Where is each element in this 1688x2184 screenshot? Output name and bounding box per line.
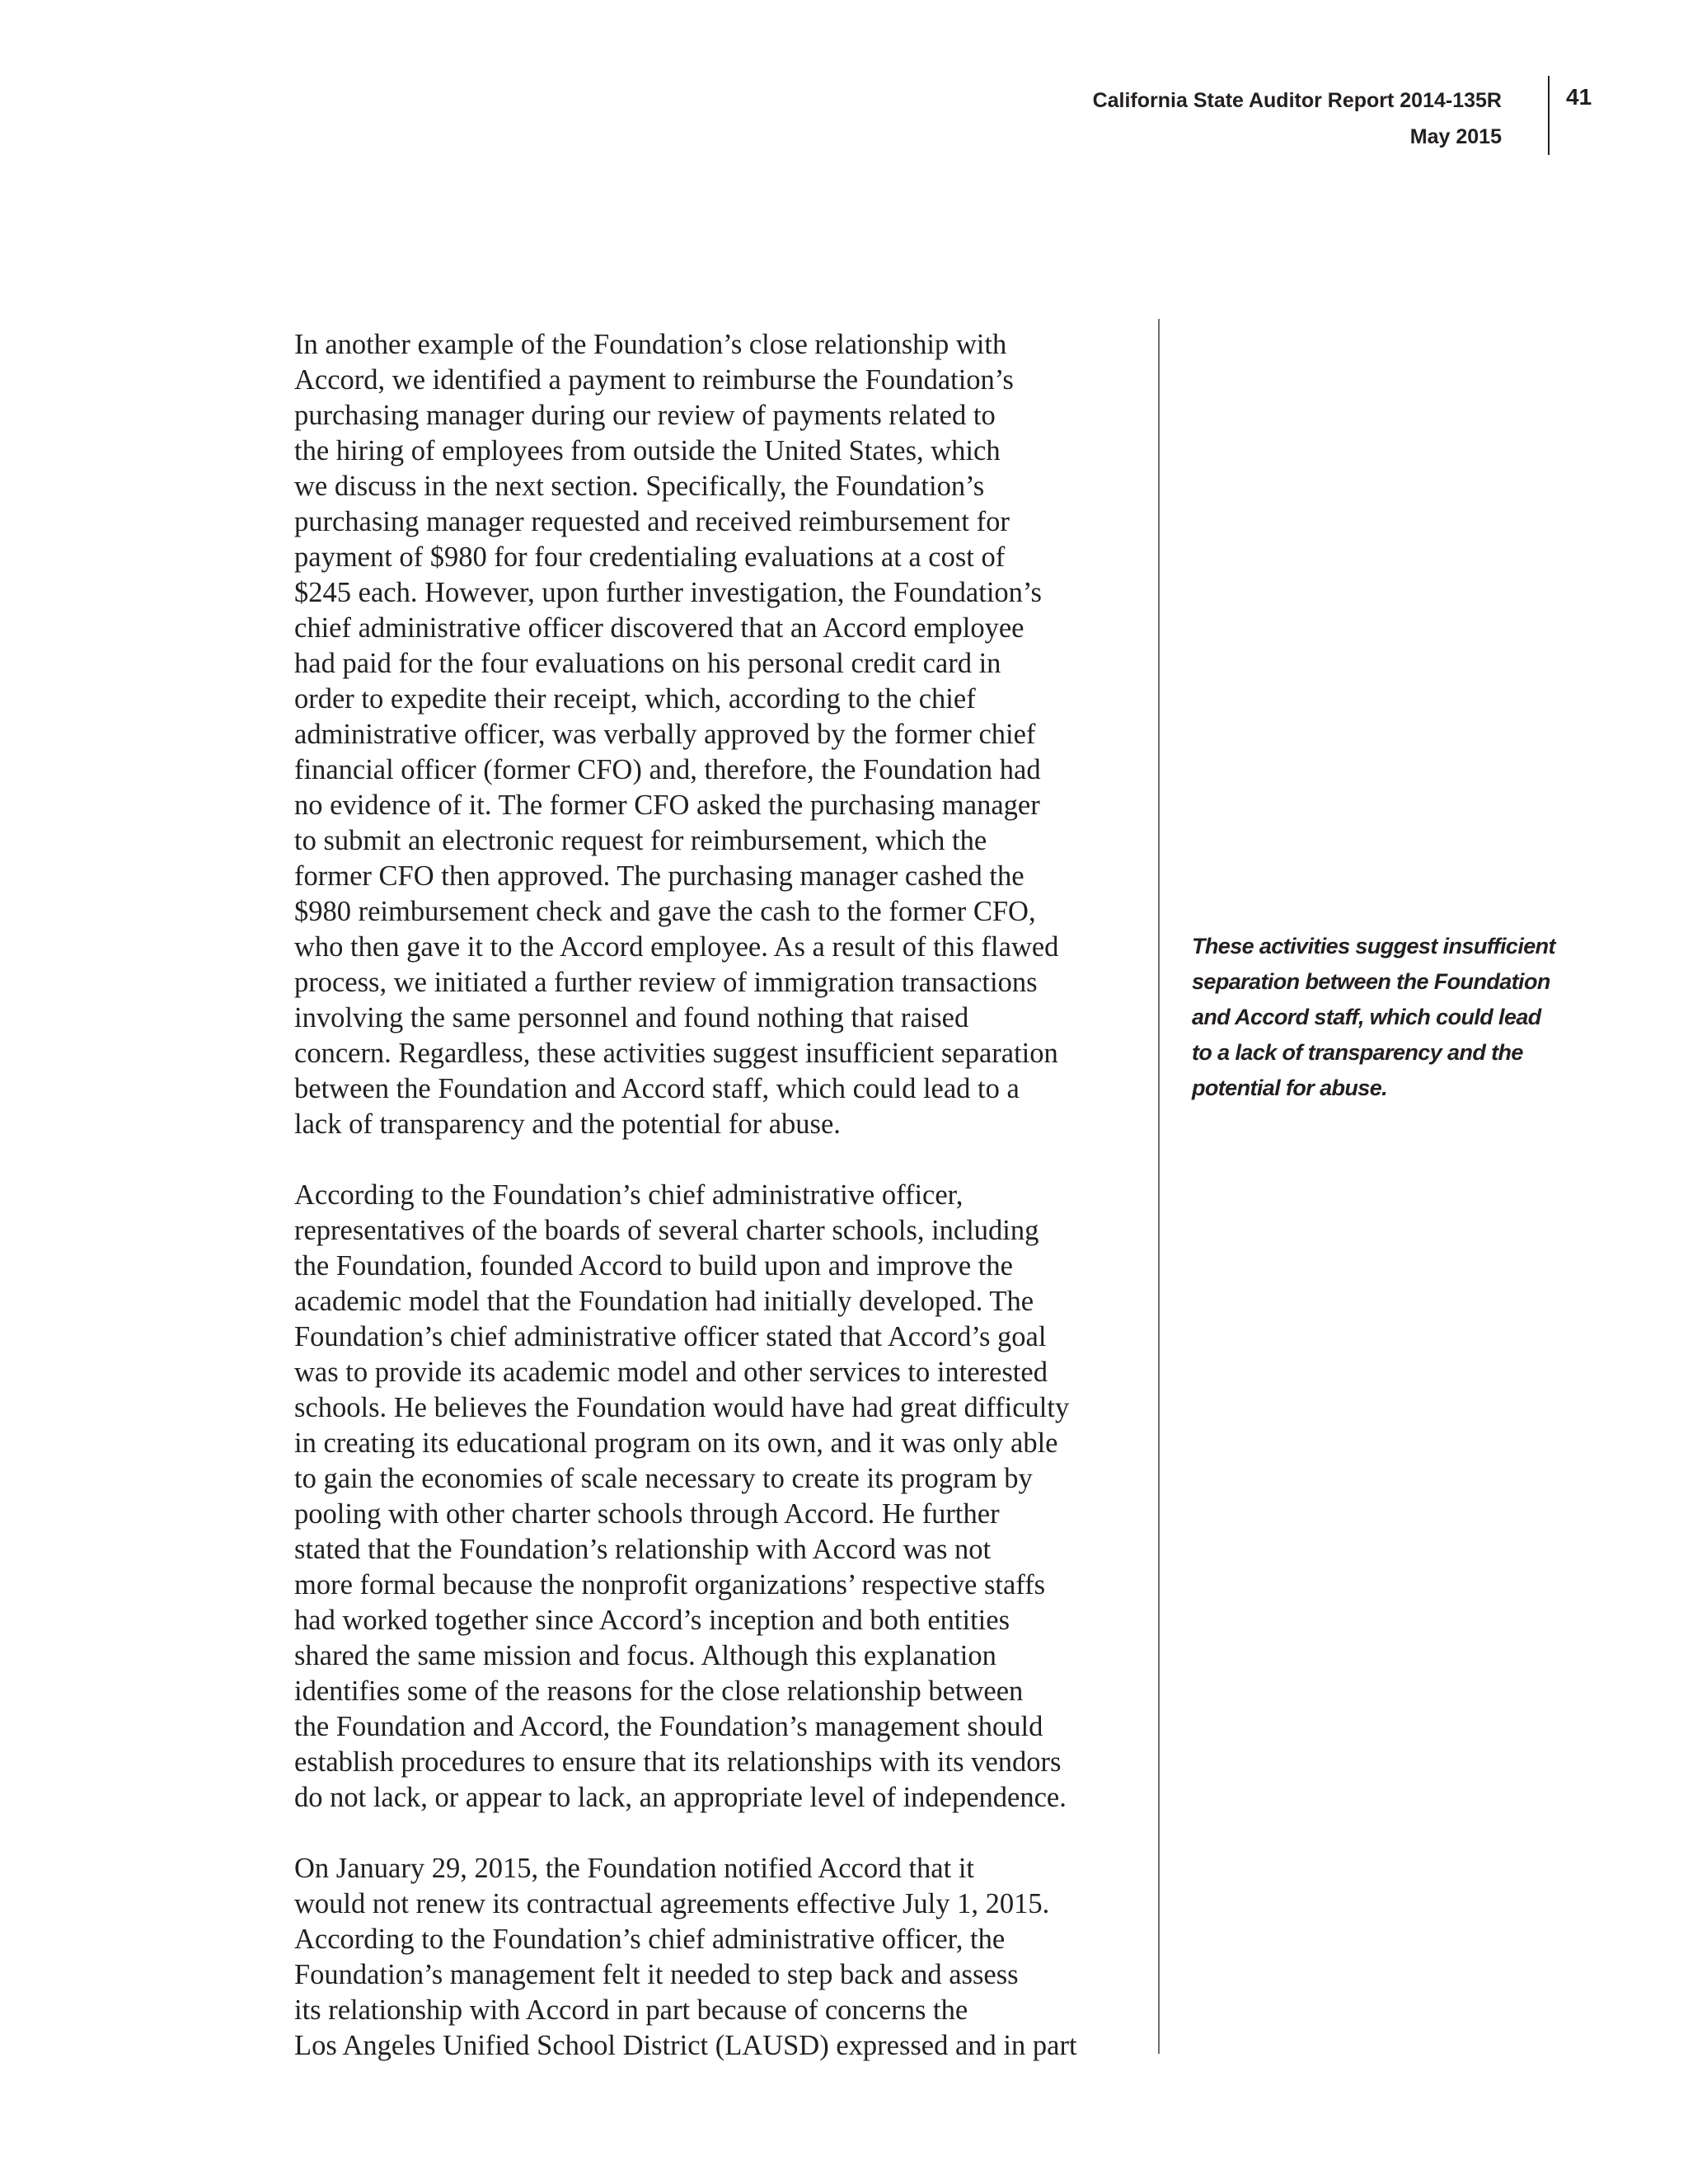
- text-line: Accord, we identified a payment to reimburse the Foundation’s: [294, 364, 1014, 396]
- text-line: $980 reimbursement check and gave the cash to the former CFO,: [294, 896, 1036, 927]
- text-line: stated that the Foundation’s relationship with Accord was not: [294, 1534, 992, 1565]
- text-line: On January 29, 2015, the Foundation notified Accord that it: [294, 1853, 974, 1884]
- text-line: financial officer (former CFO) and, therefore, the Foundation had: [294, 754, 1041, 785]
- text-line: its relationship with Accord in part because of concerns the: [294, 1994, 968, 2026]
- text-line: academic model that the Foundation had initially developed. The: [294, 1286, 1034, 1317]
- report-date: May 2015: [1409, 125, 1502, 148]
- text-line: would not renew its contractual agreements effective July 1, 2015.: [294, 1888, 1050, 1919]
- callout-line: separation between the Foundation: [1192, 969, 1550, 994]
- text-line: purchasing manager requested and received reimbursement for: [294, 506, 1010, 537]
- text-line: In another example of the Foundation’s close relationship with: [294, 329, 1007, 360]
- text-line: to gain the economies of scale necessary to create its program by: [294, 1463, 1033, 1494]
- text-line: who then gave it to the Accord employee. As a result of this flawed: [294, 931, 1059, 963]
- text-line: identifies some of the reasons for the close relationship between: [294, 1675, 1024, 1707]
- callout-line: and Accord staff, which could lead: [1192, 1005, 1541, 1029]
- text-line: process, we initiated a further review of immigration transactions: [294, 967, 1038, 998]
- text-line: chief administrative officer discovered that an Accord employee: [294, 612, 1025, 644]
- text-line: former CFO then approved. The purchasing manager cashed the: [294, 860, 1025, 892]
- text-line: pooling with other charter schools through Accord. He further: [294, 1498, 1000, 1530]
- callout-line: to a lack of transparency and the: [1192, 1040, 1523, 1065]
- text-line: more formal because the nonprofit organizations’ respective staffs: [294, 1569, 1046, 1601]
- text-line: involving the same personnel and found nothing that raised: [294, 1002, 969, 1033]
- text-line: to submit an electronic request for reimbursement, which the: [294, 825, 987, 856]
- report-title: California State Auditor Report 2014-135R: [1092, 89, 1502, 112]
- text-line: in creating its educational program on its own, and it was only able: [294, 1427, 1058, 1459]
- text-line: no evidence of it. The former CFO asked the purchasing manager: [294, 790, 1040, 821]
- paragraph: [294, 1178, 1139, 1816]
- text-line: was to provide its academic model and other services to interested: [294, 1357, 1048, 1388]
- body-text: [294, 327, 1139, 2064]
- margin-divider: [1158, 319, 1160, 2054]
- text-line: had paid for the four evaluations on his personal credit card in: [294, 648, 1001, 679]
- text-line: concern. Regardless, these activities suggest insufficient separation: [294, 1038, 1058, 1069]
- text-line: the Foundation and Accord, the Foundation’s management should: [294, 1711, 1043, 1742]
- text-line: we discuss in the next section. Specifically, the Foundation’s: [294, 471, 985, 502]
- text-line: payment of $980 for four credentialing evaluations at a cost of: [294, 541, 1006, 573]
- text-line: According to the Foundation’s chief administrative officer,: [294, 1179, 964, 1211]
- text-line: between the Foundation and Accord staff, which could lead to a: [294, 1073, 1020, 1104]
- running-header: [1093, 82, 1502, 155]
- text-line: had worked together since Accord’s inception and both entities: [294, 1605, 1010, 1636]
- text-line: Foundation’s chief administrative officer stated that Accord’s goal: [294, 1321, 1047, 1352]
- text-line: representatives of the boards of several charter schools, including: [294, 1215, 1039, 1246]
- text-line: do not lack, or appear to lack, an appropriate level of independence.: [294, 1782, 1067, 1813]
- margin-callout: [1192, 929, 1571, 1106]
- page-number: 41: [1566, 84, 1592, 110]
- callout-line: These activities suggest insufficient: [1192, 934, 1555, 958]
- text-line: purchasing manager during our review of payments related to: [294, 400, 996, 431]
- text-line: schools. He believes the Foundation would have had great difficulty: [294, 1392, 1070, 1423]
- text-line: shared the same mission and focus. Although this explanation: [294, 1640, 996, 1671]
- text-line: the Foundation, founded Accord to build upon and improve the: [294, 1250, 1013, 1282]
- text-line: order to expedite their receipt, which, according to the chief: [294, 683, 976, 715]
- text-line: establish procedures to ensure that its relationships with its vendors: [294, 1746, 1062, 1778]
- text-line: lack of transparency and the potential for abuse.: [294, 1108, 841, 1140]
- paragraph: [294, 1851, 1139, 2064]
- text-line: $245 each. However, upon further investigation, the Foundation’s: [294, 577, 1042, 608]
- text-line: administrative officer, was verbally approved by the former chief: [294, 719, 1036, 750]
- text-line: Los Angeles Unified School District (LAUSD) expressed and in part: [294, 2030, 1077, 2061]
- text-line: Foundation’s management felt it needed to step back and assess: [294, 1959, 1019, 1990]
- header-divider: [1548, 76, 1550, 155]
- callout-line: potential for abuse.: [1192, 1076, 1388, 1100]
- paragraph: [294, 327, 1139, 1142]
- text-line: According to the Foundation’s chief administrative officer, the: [294, 1924, 1006, 1955]
- text-line: the hiring of employees from outside the United States, which: [294, 435, 1001, 466]
